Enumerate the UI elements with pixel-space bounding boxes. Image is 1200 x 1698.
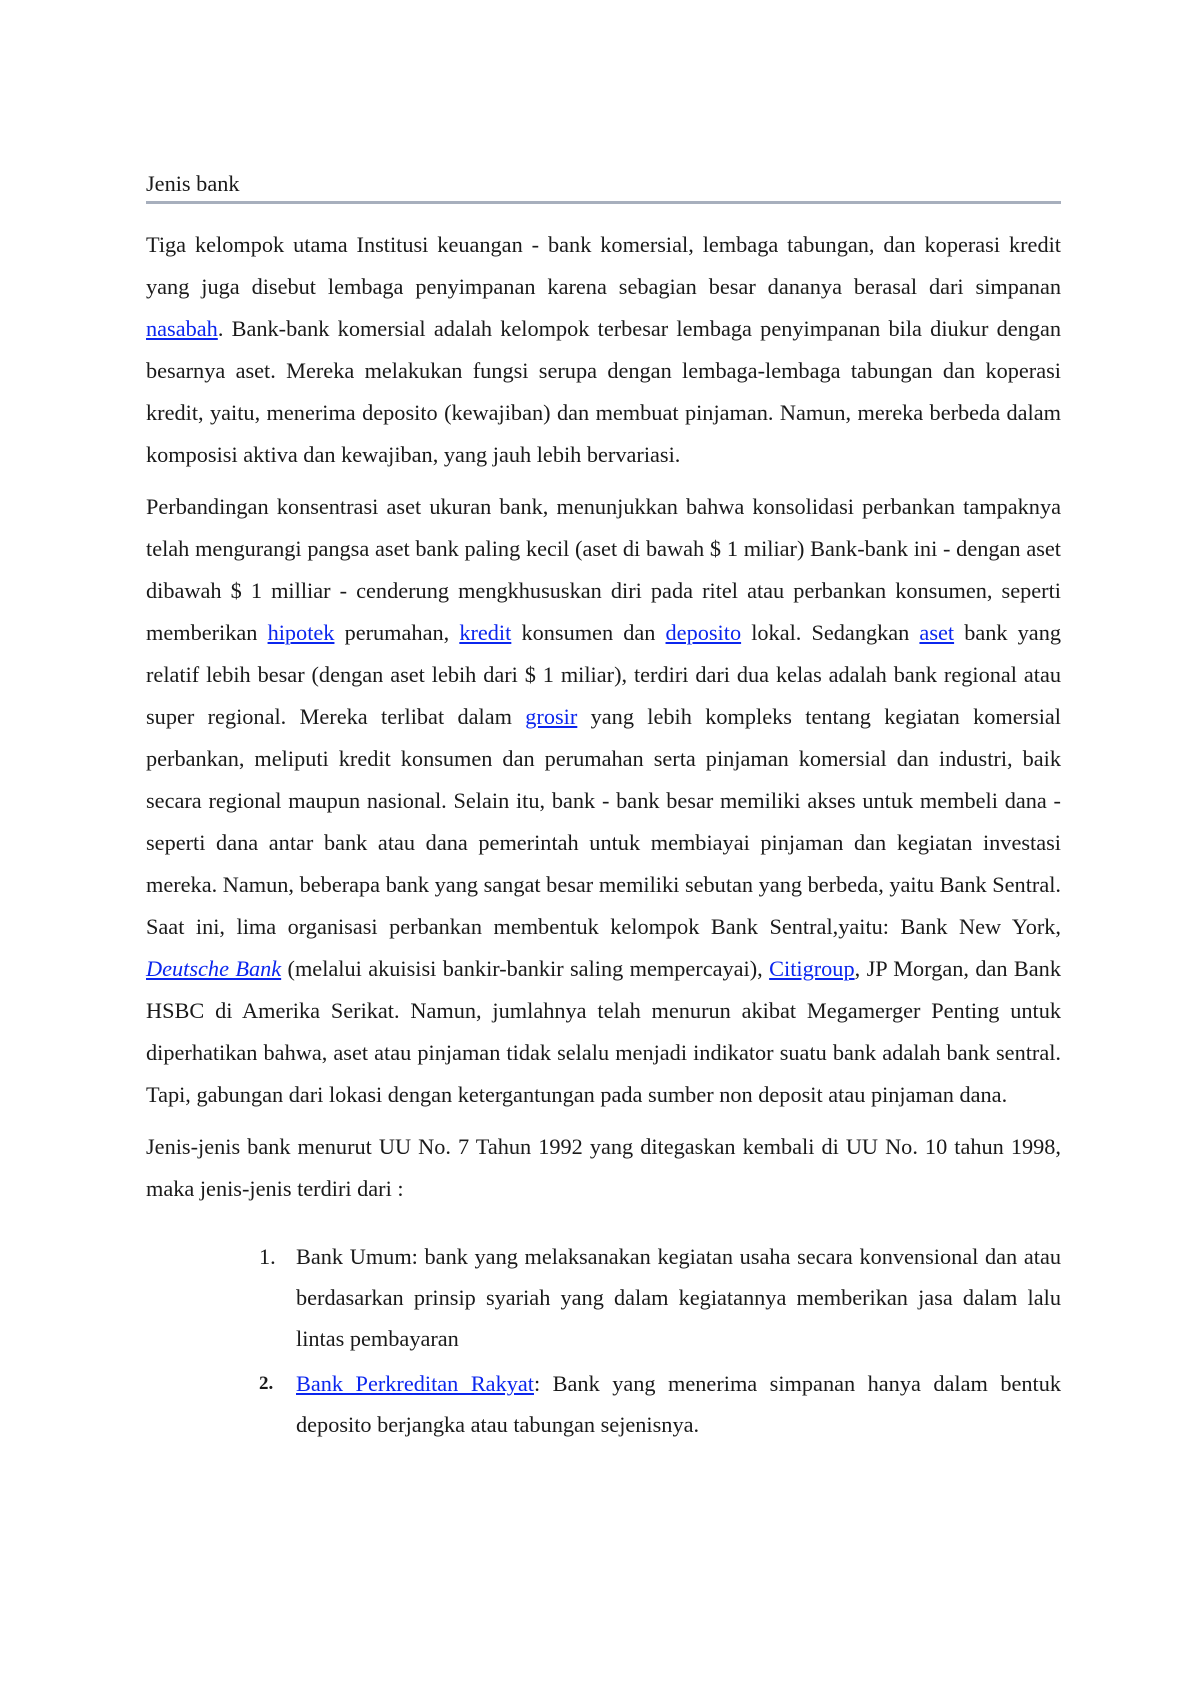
list-item-text: Bank Umum: bank yang melaksanakan kegiatan usaha secara konvensional dan atau berdasarkan prinsip syariah yang dalam kegiatannya memberikan jasa dalam lalu lintas pembayaran — [296, 1244, 1061, 1351]
link-kredit[interactable]: kredit — [459, 620, 512, 645]
link-hipotek[interactable]: hipotek — [267, 620, 335, 645]
paragraph-text: lokal. Sedangkan — [741, 620, 920, 645]
link-grosir[interactable]: grosir — [525, 704, 578, 729]
list-item-text: : Bank yang menerima simpanan hanya dalam bentuk deposito berjangka atau tabungan sejenisnya. — [296, 1371, 1061, 1437]
link-deposito[interactable]: deposito — [665, 620, 742, 645]
link-bank-perkreditan-rakyat[interactable]: Bank Perkreditan Rakyat — [296, 1371, 534, 1396]
link-deutsche-bank[interactable]: Deutsche Bank — [146, 956, 282, 981]
link-citigroup[interactable]: Citigroup — [769, 956, 855, 981]
document-page — [146, 168, 1061, 1445]
link-aset[interactable]: aset — [919, 620, 955, 645]
paragraph-intro — [146, 224, 1061, 476]
page-title: Jenis bank — [146, 168, 1061, 204]
paragraph-text: Tiga kelompok utama Institusi keuangan - bank komersial, lembaga tabungan, dan koperasi kredit yang juga disebut lembaga penyimpanan karena sebagian besar dananya berasal dari simpanan — [146, 232, 1061, 299]
list-number: 2. — [259, 1373, 274, 1394]
list-item — [146, 1236, 1061, 1359]
list-item — [146, 1363, 1061, 1445]
paragraph-text: , JP Morgan, dan Bank HSBC di Amerika Serikat. Namun, jumlahnya telah menurun akibat Megamerger Penting untuk diperhatikan bahwa, aset atau pinjaman tidak selalu menjadi indikator suatu bank adalah bank sentral. Tapi, gabungan dari lokasi dengan ketergantungan pada sumber non deposit atau pinjaman dana. — [146, 956, 1061, 1107]
paragraph-bank-types-intro: Jenis-jenis bank menurut UU No. 7 Tahun 1992 yang ditegaskan kembali di UU No. 10 tahun 1998, maka jenis-jenis terdiri dari : — [146, 1134, 1061, 1201]
paragraph-text: perumahan, — [334, 620, 460, 645]
paragraph-text: Perbandingan konsentrasi aset ukuran bank, menunjukkan bahwa konsolidasi perbankan tampaknya telah mengurangi pangsa aset bank paling kecil (aset di bawah $ 1 miliar) Bank-bank ini - dengan aset dibawah $ 1 milliar - cenderung mengkhususkan diri pada ritel atau perbankan konsumen, seperti memberikan — [146, 494, 1061, 645]
paragraph-text: bank yang relatif lebih besar (dengan aset lebih dari $ 1 miliar), terdiri dari dua kelas adalah bank regional atau super regional. Mereka terlibat dalam — [146, 620, 1062, 729]
link-nasabah[interactable]: nasabah — [146, 316, 218, 341]
bank-types-list — [146, 1236, 1061, 1445]
paragraph-text: . Bank-bank komersial adalah kelompok terbesar lembaga penyimpanan bila diukur dengan besarnya aset. Mereka melakukan fungsi serupa dengan lembaga-lembaga tabungan dan koperasi kredit, yaitu, menerima deposito (kewajiban) dan membuat pinjaman. Namun, mereka berbeda dalam komposisi aktiva dan kewajiban, yang jauh lebih bervariasi. — [146, 316, 1061, 467]
paragraph-text: yang lebih kompleks tentang kegiatan komersial perbankan, meliputi kredit konsumen dan perumahan serta pinjaman komersial dan industri, baik secara regional maupun nasional. Selain itu, bank - bank besar memiliki akses untuk membeli dana - seperti dana antar bank atau dana pemerintah untuk membiayai pinjaman dan kegiatan investasi mereka. Namun, beberapa bank yang sangat besar memiliki sebutan yang berbeda, yaitu Bank Sentral. Saat ini, lima organisasi perbankan membentuk kelompok Bank Sentral,yaitu: Bank New York, — [146, 704, 1061, 939]
list-number: 1. — [259, 1244, 276, 1269]
paragraph-text: konsumen dan — [511, 620, 666, 645]
paragraph-text: (melalui akuisisi bankir-bankir saling mempercayai), — [281, 956, 770, 981]
paragraph-asset-comparison — [146, 486, 1061, 1116]
